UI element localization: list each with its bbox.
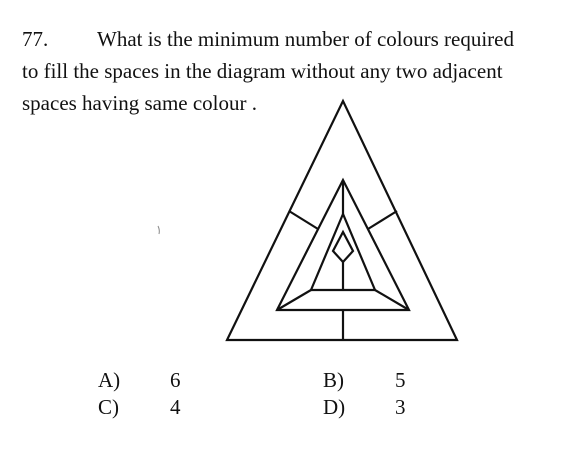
option-a-letter[interactable]: A) bbox=[98, 368, 121, 392]
question-line-3: spaces having same colour . bbox=[22, 91, 258, 115]
option-c-letter[interactable]: C) bbox=[98, 395, 119, 419]
option-d-letter[interactable]: D) bbox=[323, 395, 346, 419]
question-line-2: to fill the spaces in the diagram without any two adjacent bbox=[22, 59, 503, 83]
diamond bbox=[333, 232, 353, 262]
option-a-value[interactable]: 6 bbox=[170, 368, 181, 392]
option-c-value[interactable]: 4 bbox=[170, 395, 181, 419]
option-b-value[interactable]: 5 bbox=[395, 368, 406, 392]
outer-triangle bbox=[227, 101, 457, 340]
question-text-1: What is the minimum number of colours required bbox=[97, 27, 514, 51]
question-number: 77. bbox=[22, 27, 49, 51]
option-d-value[interactable]: 3 bbox=[395, 395, 406, 419]
left-side-connector bbox=[289, 211, 318, 229]
right-side-connector bbox=[368, 211, 397, 229]
speck-mark bbox=[158, 226, 159, 234]
option-b-letter[interactable]: B) bbox=[323, 368, 344, 392]
